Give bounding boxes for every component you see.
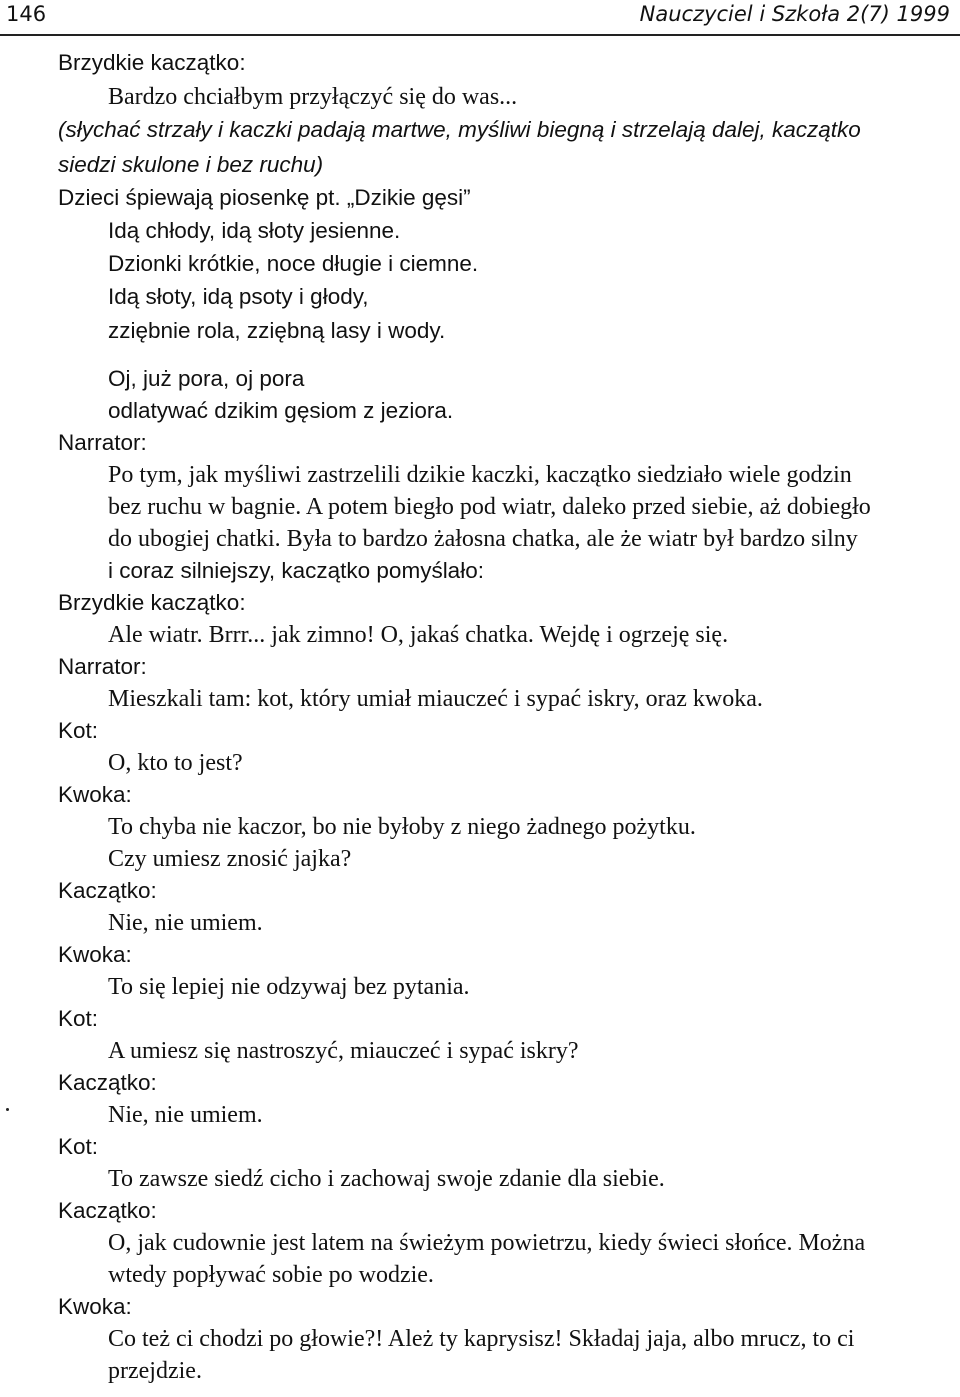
dialogue-line: bez ruchu w bagnie. A potem biegło pod wiatr, daleko przed siebie, aż dobiegło [108,494,871,520]
speaker-or-direction-line: Kot: [58,718,99,743]
speaker-or-direction-line: Kaczątko: [58,1070,157,1095]
dialogue-line: Idą słoty, idą psoty i głody, [108,284,369,309]
page-number: 146 [6,2,47,26]
speaker-or-direction-line: Dzieci śpiewają piosenkę pt. „Dzikie gęsi” [58,185,471,210]
dialogue-line: O, kto to jest? [108,750,243,776]
dialogue-line: A umiesz się nastroszyć, miauczeć i sypać iskry? [108,1038,579,1064]
speaker-or-direction-line: Brzydkie kaczątko: [58,590,246,615]
speaker-or-direction-line: (słychać strzały i kaczki padają martwe, myśliwi biegną i strzelają dalej, kaczątko [58,117,861,142]
speaker-or-direction-line: Brzydkie kaczątko: [58,50,246,75]
dialogue-line: To chyba nie kaczor, bo nie byłoby z niego żadnego pożytku. [108,814,696,840]
dialogue-line: Idą chłody, idą słoty jesienne. [108,218,401,243]
page-header [0,0,960,34]
journal-title: Nauczyciel i Szkoła 2(7) 1999 [639,2,950,26]
dialogue-line: przejdzie. [108,1358,202,1384]
speaker-or-direction-line: Kwoka: [58,942,132,967]
speaker-or-direction-line: Kwoka: [58,1294,132,1319]
dialogue-line: wtedy popływać sobie po wodzie. [108,1262,434,1288]
dialogue-line: i coraz silniejszy, kaczątko pomyślało: [108,558,484,583]
dialogue-line: Po tym, jak myśliwi zastrzelili dzikie kaczki, kaczątko siedziało wiele godzin [108,462,852,488]
dialogue-line: O, jak cudownie jest latem na świeżym powietrzu, kiedy świeci słońce. Można [108,1230,866,1256]
dialogue-line: Oj, już pora, oj pora [108,366,305,391]
speaker-or-direction-line: Kot: [58,1006,99,1031]
speaker-or-direction-line: siedzi skulone i bez ruchu) [58,152,324,177]
dialogue-line: Ale wiatr. Brrr... jak zimno! O, jakaś chatka. Wejdę i ogrzeję się. [108,622,729,648]
dialogue-line: do ubogiej chatki. Była to bardzo żałosna chatka, ale że wiatr był bardzo silny [108,526,858,552]
margin-dot [6,1108,9,1111]
dialogue-line: To się lepiej nie odzywaj bez pytania. [108,974,470,1000]
speaker-or-direction-line: Narrator: [58,654,147,679]
dialogue-line: Mieszkali tam: kot, który umiał miauczeć i sypać iskry, oraz kwoka. [108,686,763,712]
speaker-or-direction-line: Kwoka: [58,782,132,807]
dialogue-line: Czy umiesz znosić jajka? [108,846,352,872]
header-rule [0,34,960,36]
speaker-or-direction-line: Narrator: [58,430,147,455]
speaker-or-direction-line: Kaczątko: [58,878,157,903]
dialogue-line: zziębnie rola, zziębną lasy i wody. [108,318,446,343]
dialogue-line: Bardzo chciałbym przyłączyć się do was... [108,84,518,110]
dialogue-line: odlatywać dzikim gęsiom z jeziora. [108,398,454,423]
speaker-or-direction-line: Kot: [58,1134,99,1159]
dialogue-line: Dzionki krótkie, noce długie i ciemne. [108,251,479,276]
dialogue-line: To zawsze siedź cicho i zachowaj swoje zdanie dla siebie. [108,1166,665,1192]
speaker-or-direction-line: Kaczątko: [58,1198,157,1223]
dialogue-line: Nie, nie umiem. [108,1102,263,1128]
dialogue-line: Nie, nie umiem. [108,910,263,936]
dialogue-line: Co też ci chodzi po głowie?! Ależ ty kaprysisz! Składaj jaja, albo mrucz, to ci [108,1326,855,1352]
